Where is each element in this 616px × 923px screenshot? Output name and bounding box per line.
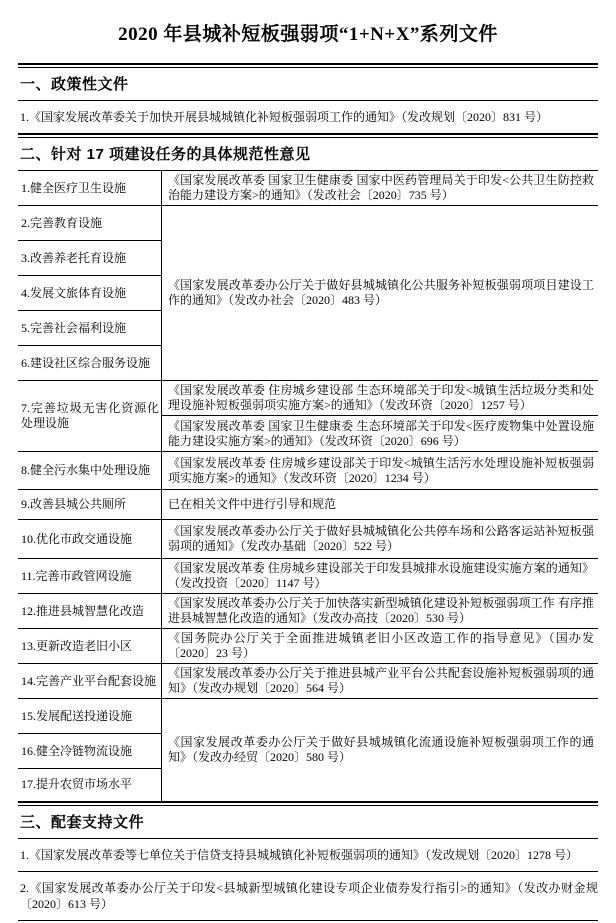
task-cell-1: 1.健全医疗卫生设施 — [18, 171, 162, 206]
task-cell-12: 12.推进县城智慧化改造 — [18, 594, 162, 629]
doc-cell-note: 已在相关文件中进行引导和规范 — [162, 490, 599, 520]
task-cell-6: 6.建设社区综合服务设施 — [18, 346, 162, 381]
table-row — [18, 171, 598, 206]
table-row — [18, 452, 598, 490]
table-row — [18, 520, 598, 559]
task-cell-2: 2.完善教育设施 — [18, 206, 162, 241]
task-cell-16: 16.健全冷链物流设施 — [18, 734, 162, 769]
task-cell-9: 9.改善县城公共厕所 — [18, 490, 162, 520]
doc-cell-530: 《国家发展改革委办公厅关于加快落实新型城镇化建设补短板强弱项工作 有序推进县城智慧化改造的通知》（发改办高技〔2020〕530 号） — [162, 594, 599, 629]
doc-cell-564: 《国家发展改革委办公厅关于推进县城产业平台公共配套设施补短板强弱项的通知》（发改办规划〔2020〕564 号） — [162, 664, 599, 699]
table-row — [18, 699, 598, 734]
doc-cell-1234: 《国家发展改革委 住房城乡建设部关于印发<城镇生活污水处理设施补短板强弱项实施方案>的通知》（发改环资〔2020〕1234 号） — [162, 452, 599, 490]
task-cell-10: 10.优化市政交通设施 — [18, 520, 162, 559]
doc-cell-522: 《国家发展改革委办公厅关于做好县城城镇化公共停车场和公路客运站补短板强弱项的通知》（发改办基础〔2020〕522 号） — [162, 520, 599, 559]
doc-cell-696: 《国家发展改革委 国家卫生健康委 生态环境部关于印发<医疗废物集中处置设施能力建设实施方案>的通知》（发改环资〔2020〕696 号） — [162, 416, 599, 452]
document-title: 2020 年县城补短板强弱项“1+N+X”系列文件 — [118, 24, 498, 45]
doc-cell-735: 《国家发展改革委 国家卫生健康委 国家中医药管理局关于印发<公共卫生防控救治能力建设方案>的通知》（发改社会〔2020〕735 号） — [162, 171, 599, 206]
support-item-1: 1.《国家发展改革委等七单位关于信贷支持县城城镇化补短板强弱项的通知》（发改规划〔2020〕1278 号） — [20, 847, 579, 862]
table-row — [18, 206, 598, 241]
table-row — [18, 381, 598, 416]
section-1-heading: 一、政策性文件 — [20, 76, 129, 93]
table-row — [18, 594, 598, 629]
doc-cell-1147: 《国家发展改革委 住房城乡建设部关于印发县城排水设施建设实施方案的通知》（发改投资〔2020〕1147 号） — [162, 559, 599, 594]
doc-cell-580: 《国家发展改革委办公厅关于做好县城城镇化流通设施补短板强弱项工作的通知》（发改办经贸〔2020〕580 号） — [162, 699, 599, 802]
section-3-heading: 三、配套支持文件 — [20, 813, 145, 831]
table-row — [18, 664, 598, 699]
doc-cell-483: 《国家发展改革委办公厅关于做好县城城镇化公共服务补短板强弱项项目建设工作的通知》（发改办社会〔2020〕483 号） — [162, 206, 599, 381]
task-cell-7: 7.完善垃圾无害化资源化处理设施 — [18, 381, 162, 452]
task-cell-4: 4.发展文旅体育设施 — [18, 276, 162, 311]
task-cell-11: 11.完善市政管网设施 — [18, 559, 162, 594]
task-cell-15: 15.发展配送投递设施 — [18, 699, 162, 734]
closing-rule — [18, 920, 598, 921]
tasks-table — [18, 170, 598, 803]
task-cell-5: 5.完善社会福利设施 — [18, 311, 162, 346]
task-cell-13: 13.更新改造老旧小区 — [18, 629, 162, 664]
table-row — [18, 490, 598, 520]
task-cell-14: 14.完善产业平台配套设施 — [18, 664, 162, 699]
table-row — [18, 629, 598, 664]
doc-cell-1257: 《国家发展改革委 住房城乡建设部 生态环境部关于印发<城镇生活垃圾分类和处理设施补短板强弱项实施方案>的通知》（发改环资〔2020〕1257 号） — [162, 381, 599, 416]
task-cell-8: 8.健全污水集中处理设施 — [18, 452, 162, 490]
section-2-heading: 二、针对 17 项建设任务的具体规范性意见 — [20, 146, 311, 163]
doc-cell-23: 《国务院办公厅关于全面推进城镇老旧小区改造工作的指导意见》（国办发〔2020〕23 号） — [162, 629, 599, 664]
support-item-2: 2.《国家发展改革委办公厅关于印发<县城新型城镇化建设专项企业债券发行指引>的通知》（发改办财金规〔2020〕613 号） — [20, 881, 598, 911]
task-cell-3: 3.改善养老托育设施 — [18, 241, 162, 276]
table-row — [18, 559, 598, 594]
policy-item-1: 1.《国家发展改革委关于加快开展县城城镇化补短板强弱项工作的通知》（发改规划〔2020〕831 号） — [20, 110, 549, 124]
task-cell-17: 17.提升农贸市场水平 — [18, 769, 162, 802]
